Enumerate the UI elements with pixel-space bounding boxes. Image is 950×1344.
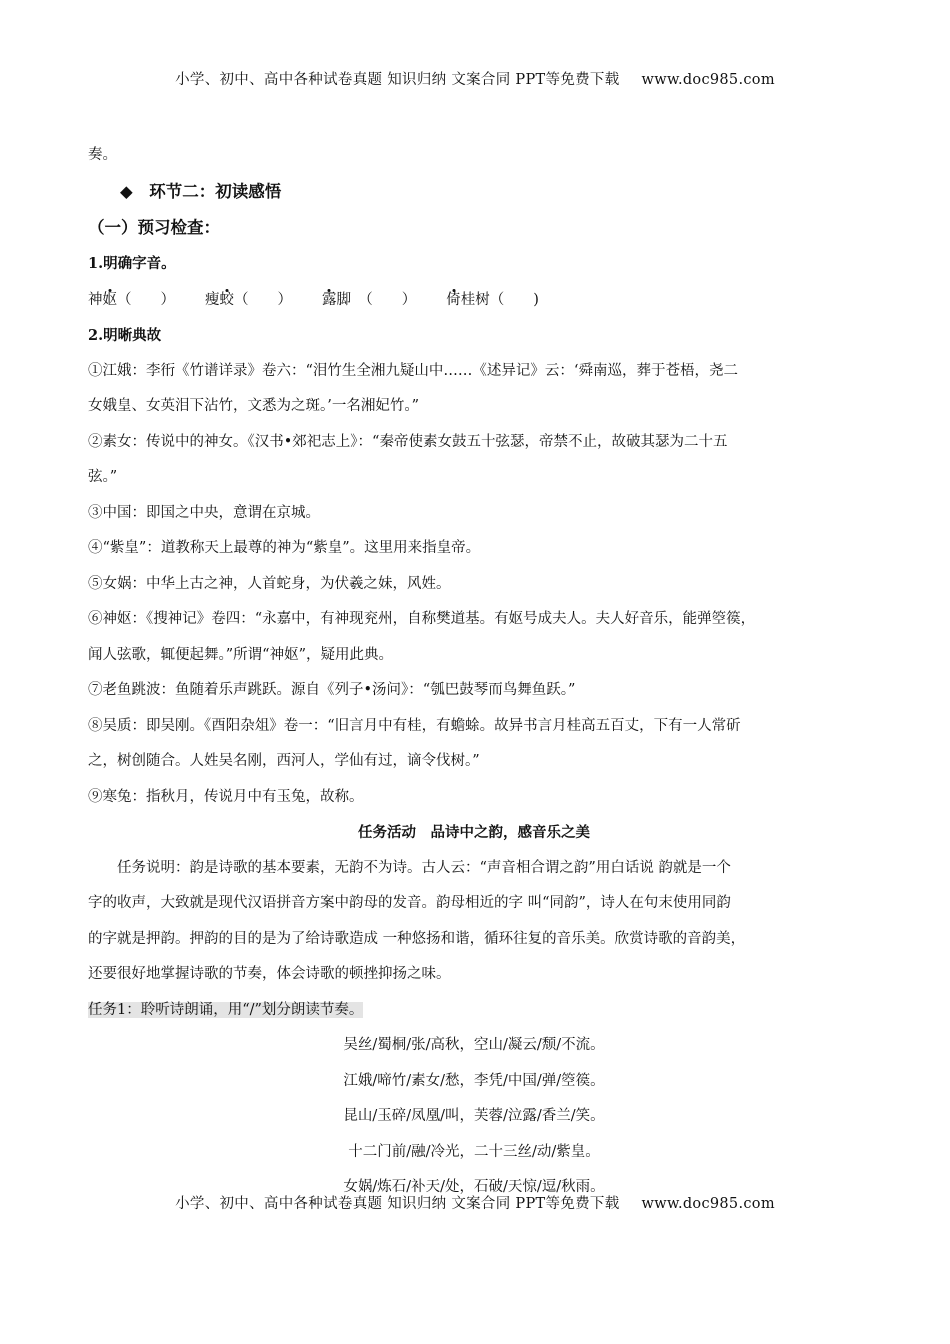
task-desc-line: 还要很好地掌握诗歌的节奏，体会诗歌的顿挫抑扬之味。: [88, 966, 451, 982]
answer-blank: （ ）: [234, 291, 292, 308]
answer-blank: （ ）: [365, 291, 417, 308]
page-header: [0, 68, 950, 89]
pronunciation-row: [88, 282, 860, 318]
footer-site: www.doc985.com: [641, 1196, 775, 1212]
allusion-line: 闻人弦歌，辄便起舞。”所谓“神妪”，疑用此典。: [88, 646, 393, 663]
allusion-line: ③中国：即国之中央，意谓在京城。: [88, 504, 320, 521]
allusion-line: ⑧吴质：即吴刚。《酉阳杂俎》卷一：“旧言月中有桂，有蟾蜍。故异书言月桂高五百丈，下有一人常斫: [88, 717, 741, 734]
section-title: ◆ 环节二：初读感悟: [120, 181, 282, 201]
item1-title: 1.明确字音。: [88, 254, 176, 272]
task-desc-line: 的字就是押韵。押韵的目的是为了给诗歌造成 一种悠扬和谐，循环往复的音乐美。欣赏诗歌的音韵美，: [88, 930, 746, 947]
pronounce-item: 瘦蛟（ ）: [205, 291, 292, 308]
dotted-char: 妪: [102, 291, 117, 308]
task-desc-line: 任务说明：韵是诗歌的基本要素，无韵不为诗。古人云：“声音相合谓之韵”用白话说 韵就是一个: [117, 859, 731, 876]
header-text: 小学、初中、高中各种试卷真题 知识归纳 文案合同 PPT等免费下载: [175, 72, 620, 88]
poem-line: 吴丝/蜀桐/张/高秋，空山/凝云/颓/不流。: [343, 1037, 605, 1053]
subsection-title: （一）预习检查：: [88, 217, 220, 237]
allusion-line: ②素女：传说中的神女。《汉书•郊祀志上》：“秦帝使素女鼓五十弦瑟，帝禁不止，故破其瑟为二十五: [88, 433, 728, 450]
pronounce-item: 露脚 （ ）: [322, 291, 417, 308]
poem-line: 昆山/玉碎/凤凰/叫，芙蓉/泣露/香兰/笑。: [343, 1108, 605, 1124]
footer-text: 小学、初中、高中各种试卷真题 知识归纳 文案合同 PPT等免费下载: [175, 1196, 620, 1212]
allusion-list: [88, 354, 860, 816]
allusion-line: ⑤女娲：中华上古之神，人首蛇身，为伏羲之妹，风姓。: [88, 575, 451, 592]
task-desc-line: 字的收声，大致就是现代汉语拼音方案中韵母的发音。韵母相近的字 叫“同韵”，诗人在句末使用同韵: [88, 895, 731, 911]
answer-blank: （ ）: [117, 291, 175, 308]
task-title: 任务活动 品诗中之韵，感音乐之美: [358, 824, 590, 841]
poem-line: 十二门前/融/冷光，二十三丝/动/紫皇。: [348, 1143, 600, 1160]
allusion-line: ⑦老鱼跳波：鱼随着乐声跳跃。源自《列子•汤问》：“瓠巴鼓琴而鸟舞鱼跃。”: [88, 682, 576, 698]
dotted-char: 露: [322, 291, 337, 308]
poem: [88, 1028, 860, 1206]
allusion-line: 女娥皇、女英泪下沾竹，文悉为之斑。’一名湘妃竹。”: [88, 398, 420, 414]
item2-title: 2.明晰典故: [88, 326, 162, 344]
allusion-line: ⑨寒兔：指秋月，传说月中有玉兔，故称。: [88, 788, 364, 805]
task-description: [88, 851, 860, 993]
pronounce-item: 神妪（ ）: [88, 291, 175, 308]
allusion-line: 弦。”: [88, 469, 118, 485]
header-site: www.doc985.com: [641, 72, 775, 88]
answer-blank: （ ): [489, 291, 539, 308]
poem-line: 女娲/炼石/补天/处，石破/天惊/逗/秋雨。: [343, 1179, 605, 1195]
dotted-char: 蛟: [219, 291, 234, 308]
allusion-line: ④“紫皇”：道教称天上最尊的神为“紫皇”。这里用来指皇帝。: [88, 540, 481, 556]
poem-line: 江娥/啼竹/素女/愁，李凭/中国/弹/箜篌。: [343, 1072, 605, 1089]
document-body: [88, 138, 860, 1206]
task1-instruction: 任务1：聆听诗朗诵，用“/”划分朗读节奏。: [88, 1001, 364, 1018]
pronounce-item: 倚桂树（ ): [446, 291, 539, 308]
dotted-char: 倚: [446, 291, 461, 308]
allusion-line: 之，树创随合。人姓吴名刚，西河人，学仙有过，谪令伐树。”: [88, 753, 480, 769]
page-footer: [0, 1192, 950, 1213]
allusion-line: ⑥神妪：《搜神记》卷四：“永嘉中，有神现兖州，自称樊道基。有妪号成夫人。夫人好音乐，能弹箜篌，: [88, 611, 756, 627]
allusion-line: ①江娥：李衎《竹谱详录》卷六：“泪竹生全湘九疑山中……《述异记》云：‘舜南巡，葬于苍梧，尧二: [88, 362, 739, 379]
intro-line: 奏。: [88, 147, 117, 163]
